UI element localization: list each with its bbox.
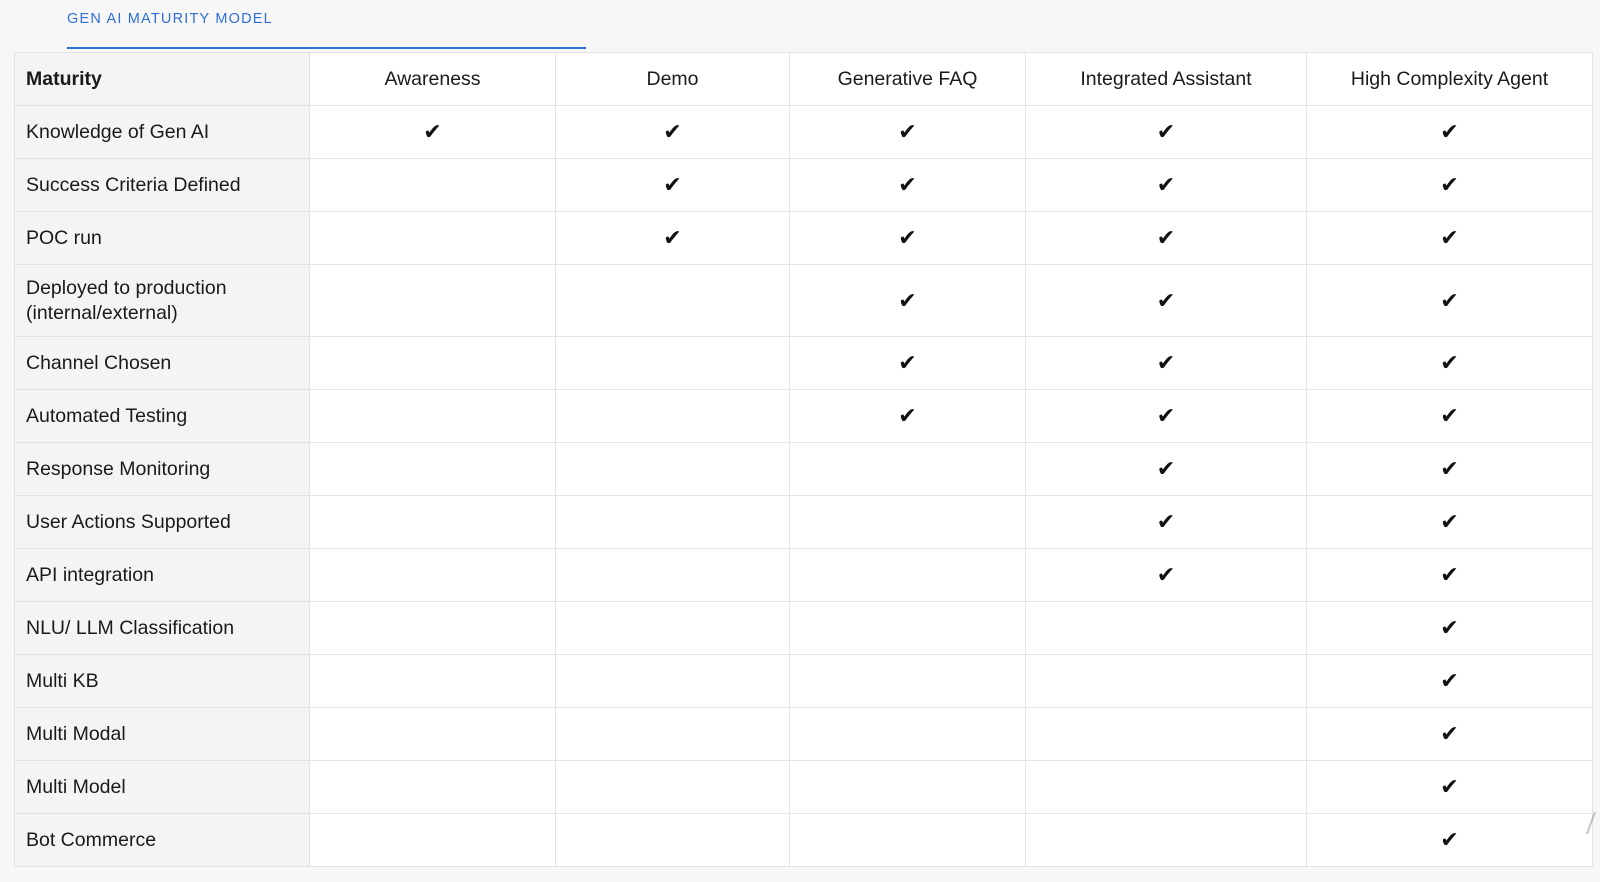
checkmark-icon: ✔: [1026, 549, 1307, 602]
empty-cell: [310, 761, 556, 814]
checkmark-icon: ✔: [1307, 602, 1593, 655]
empty-cell: [310, 814, 556, 867]
checkmark-icon: ✔: [1307, 390, 1593, 443]
empty-cell: [556, 602, 790, 655]
empty-cell: [310, 496, 556, 549]
empty-cell: [556, 549, 790, 602]
checkmark-icon: ✔: [556, 159, 790, 212]
row-label: Deployed to production (internal/external): [15, 265, 310, 337]
row-label: Multi Model: [15, 761, 310, 814]
table-row: [15, 159, 1593, 212]
row-label: Multi KB: [15, 655, 310, 708]
empty-cell: [556, 496, 790, 549]
table-row: [15, 655, 1593, 708]
table-row: [15, 549, 1593, 602]
checkmark-icon: ✔: [1307, 496, 1593, 549]
empty-cell: [310, 159, 556, 212]
empty-cell: [556, 708, 790, 761]
table-body: [15, 106, 1593, 867]
empty-cell: [310, 708, 556, 761]
empty-cell: [1026, 708, 1307, 761]
empty-cell: [790, 602, 1026, 655]
checkmark-icon: ✔: [1026, 496, 1307, 549]
checkmark-icon: ✔: [1307, 265, 1593, 337]
row-label: Automated Testing: [15, 390, 310, 443]
checkmark-icon: ✔: [1307, 814, 1593, 867]
table-row: [15, 265, 1593, 337]
empty-cell: [790, 443, 1026, 496]
checkmark-icon: ✔: [790, 159, 1026, 212]
table-row: [15, 602, 1593, 655]
row-label: Knowledge of Gen AI: [15, 106, 310, 159]
empty-cell: [310, 655, 556, 708]
row-label: POC run: [15, 212, 310, 265]
table-row: [15, 708, 1593, 761]
empty-cell: [556, 443, 790, 496]
table-row: [15, 212, 1593, 265]
column-header: High Complexity Agent: [1307, 53, 1593, 106]
empty-cell: [790, 761, 1026, 814]
empty-cell: [790, 655, 1026, 708]
checkmark-icon: ✔: [790, 212, 1026, 265]
empty-cell: [790, 549, 1026, 602]
checkmark-icon: ✔: [790, 265, 1026, 337]
table-row: [15, 496, 1593, 549]
empty-cell: [790, 496, 1026, 549]
empty-cell: [790, 708, 1026, 761]
empty-cell: [310, 212, 556, 265]
empty-cell: [310, 337, 556, 390]
checkmark-icon: ✔: [790, 390, 1026, 443]
empty-cell: [1026, 814, 1307, 867]
table-row: [15, 337, 1593, 390]
empty-cell: [556, 761, 790, 814]
column-header: Integrated Assistant: [1026, 53, 1307, 106]
row-label: API integration: [15, 549, 310, 602]
empty-cell: [1026, 761, 1307, 814]
checkmark-icon: ✔: [1026, 265, 1307, 337]
section-tab[interactable]: [67, 0, 586, 49]
empty-cell: [310, 549, 556, 602]
empty-cell: [790, 814, 1026, 867]
empty-cell: [310, 265, 556, 337]
row-label: User Actions Supported: [15, 496, 310, 549]
checkmark-icon: ✔: [1307, 106, 1593, 159]
header-row: [15, 53, 1593, 106]
checkmark-icon: ✔: [310, 106, 556, 159]
column-header: Generative FAQ: [790, 53, 1026, 106]
table-row: [15, 761, 1593, 814]
empty-cell: [310, 443, 556, 496]
empty-cell: [556, 265, 790, 337]
checkmark-icon: ✔: [1307, 708, 1593, 761]
checkmark-icon: ✔: [1307, 337, 1593, 390]
empty-cell: [310, 390, 556, 443]
section-title: GEN AI MATURITY MODEL: [67, 11, 273, 27]
table-row: [15, 390, 1593, 443]
checkmark-icon: ✔: [1307, 212, 1593, 265]
row-label: Channel Chosen: [15, 337, 310, 390]
column-header: Awareness: [310, 53, 556, 106]
column-header: Demo: [556, 53, 790, 106]
checkmark-icon: ✔: [1307, 159, 1593, 212]
empty-cell: [556, 814, 790, 867]
checkmark-icon: ✔: [1026, 390, 1307, 443]
empty-cell: [556, 337, 790, 390]
row-label: NLU/ LLM Classification: [15, 602, 310, 655]
row-label: Success Criteria Defined: [15, 159, 310, 212]
table-row: [15, 106, 1593, 159]
empty-cell: [556, 390, 790, 443]
checkmark-icon: ✔: [1026, 212, 1307, 265]
checkmark-icon: ✔: [1307, 443, 1593, 496]
row-label: Bot Commerce: [15, 814, 310, 867]
empty-cell: [1026, 655, 1307, 708]
checkmark-icon: ✔: [1307, 549, 1593, 602]
row-label: Response Monitoring: [15, 443, 310, 496]
checkmark-icon: ✔: [1026, 159, 1307, 212]
checkmark-icon: ✔: [1026, 106, 1307, 159]
empty-cell: [310, 602, 556, 655]
empty-cell: [1026, 602, 1307, 655]
checkmark-icon: ✔: [556, 212, 790, 265]
checkmark-icon: ✔: [1026, 337, 1307, 390]
checkmark-icon: ✔: [556, 106, 790, 159]
empty-cell: [556, 655, 790, 708]
corner-header: Maturity: [15, 53, 310, 106]
maturity-table: [14, 52, 1593, 867]
checkmark-icon: ✔: [1026, 443, 1307, 496]
checkmark-icon: ✔: [1307, 655, 1593, 708]
checkmark-icon: ✔: [790, 337, 1026, 390]
checkmark-icon: ✔: [1307, 761, 1593, 814]
checkmark-icon: ✔: [790, 106, 1026, 159]
table-row: [15, 443, 1593, 496]
row-label: Multi Modal: [15, 708, 310, 761]
table-row: [15, 814, 1593, 867]
